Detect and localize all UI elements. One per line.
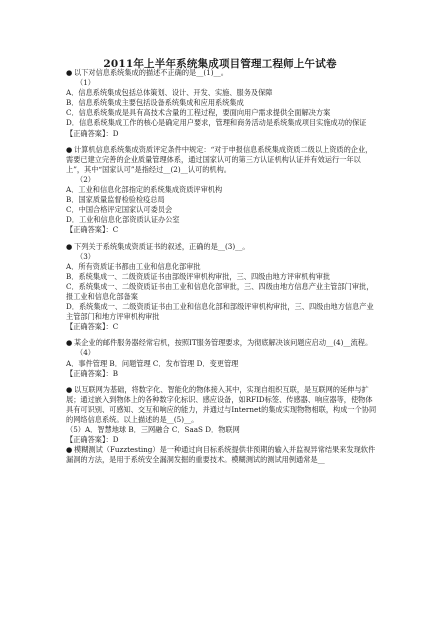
option-b: B．信息系统集成主要包括设备系统集成和应用系统集成 [66,98,244,108]
question-number: （5） [66,425,85,435]
option-c: C．中国合格评定国家认可委员会 [66,205,173,215]
question-stem: 下列关于系统集成资质证书的叙述，正确的是__(3)__。 [74,241,250,251]
question-3 [66,242,378,333]
option-c: C．系统集成一、二级资质证书由工业和信息化部审批，三、四级由地方信息产业主管部门审批，报工业和信息化部备案 [66,281,374,301]
correct-answer: 【正确答案】：B [66,368,118,378]
option-b: B．国家质量监督检验检疫总局 [66,195,165,205]
question-1 [66,68,378,139]
document-title: 2011年上半年系统集成项目管理工程师上午试卷 [103,58,337,70]
bullet-icon: ● [66,338,73,348]
question-4 [66,338,378,378]
bullet-icon: ● [66,68,73,77]
option-c: C．信息系统集成是具有高技术含量的工程过程，要面向用户需求提供全面解决方案 [66,108,331,118]
bullet-icon: ● [66,445,73,455]
option-d: D．系统集成一、二级资质证书由工业和信息化部和部级评审机构审批，三、四级由地方信息产业主管部门和地方评审机构审批 [66,302,374,322]
question-number: （4） [76,348,95,358]
options-line: A．智慧地球 B．三网融合 C．SaaS D．物联网 [84,425,240,435]
correct-answer: 【正确答案】：D [66,128,119,138]
question-2 [66,145,378,236]
question-stem: 计算机信息系统集成资质评定条件中规定：“对于申报信息系统集成资质二级以上资质的企业，需要已建立完善的企业质量管理体系，通过国家认可的第三方认证机构认证并有效运行一年以上”，其中“国家认可”是指经过__(2)__认可的机构。 [66,144,373,174]
correct-answer: 【正确答案】：D [66,435,119,445]
option-a: A．所有资质证书都由工业和信息化部审批 [66,261,201,271]
options-line: A．事件管理 B．问题管理 C．发布管理 D．变更管理 [66,358,239,368]
bullet-icon: ● [66,241,73,251]
option-a: A．工业和信息化部指定的系统集成资质评审机构 [66,185,223,195]
question-stem: 以下对信息系统集成的描述不正确的是__(1)__。 [74,68,228,77]
question-stem: 以互联网为基础，将数字化、智能化的物体接入其中，实现自组织互联，是互联网的延伸与扩展；通过嵌入到物体上的各种数字化标识、感应设备，如RFID标签、传感器、响应器等，使物体具有可识别、可感知、交互和响应的能力，并通过与Internet的集成实现物物相联，构成一个协同的网络信息系统。以上描述的是__(5)__。 [66,384,377,424]
correct-answer: 【正确答案】：C [66,225,119,235]
bullet-icon: ● [66,384,73,394]
option-d: D．工业和信息化部资质认证办公室 [66,215,180,225]
option-a: A．信息系统集成包括总体策划、设计、开发、实施、服务及保障 [66,88,273,98]
option-d: D．信息系统集成工作的核心是确定用户要求，管理和商务活动是系统集成项目实施成功的保证 [66,118,367,128]
question-stem: 某企业的邮件服务器经常宕机，按照IT服务管理要求，为彻底解决该问题应启动__(4)__流程。 [74,338,373,348]
question-stem: 模糊测试（Fuzztesting）是一种通过向目标系统提供非预期的输入并监视异常结果来发现软件漏洞的方法，是用于系统安全漏洞发掘的重要技术。模糊测试的测试用例通常是__ [66,445,376,465]
question-number: （1） [76,78,95,88]
option-b: B．系统集成一、二级资质证书由部级评审机构审批，三、四级由地方评审机构审批 [66,271,331,281]
document-body [66,68,378,465]
question-number: （3） [76,251,95,261]
correct-answer: 【正确答案】：C [66,322,119,332]
question-5 [66,385,378,446]
question-6 [66,445,378,465]
question-number: （2） [76,174,95,184]
bullet-icon: ● [66,144,73,154]
